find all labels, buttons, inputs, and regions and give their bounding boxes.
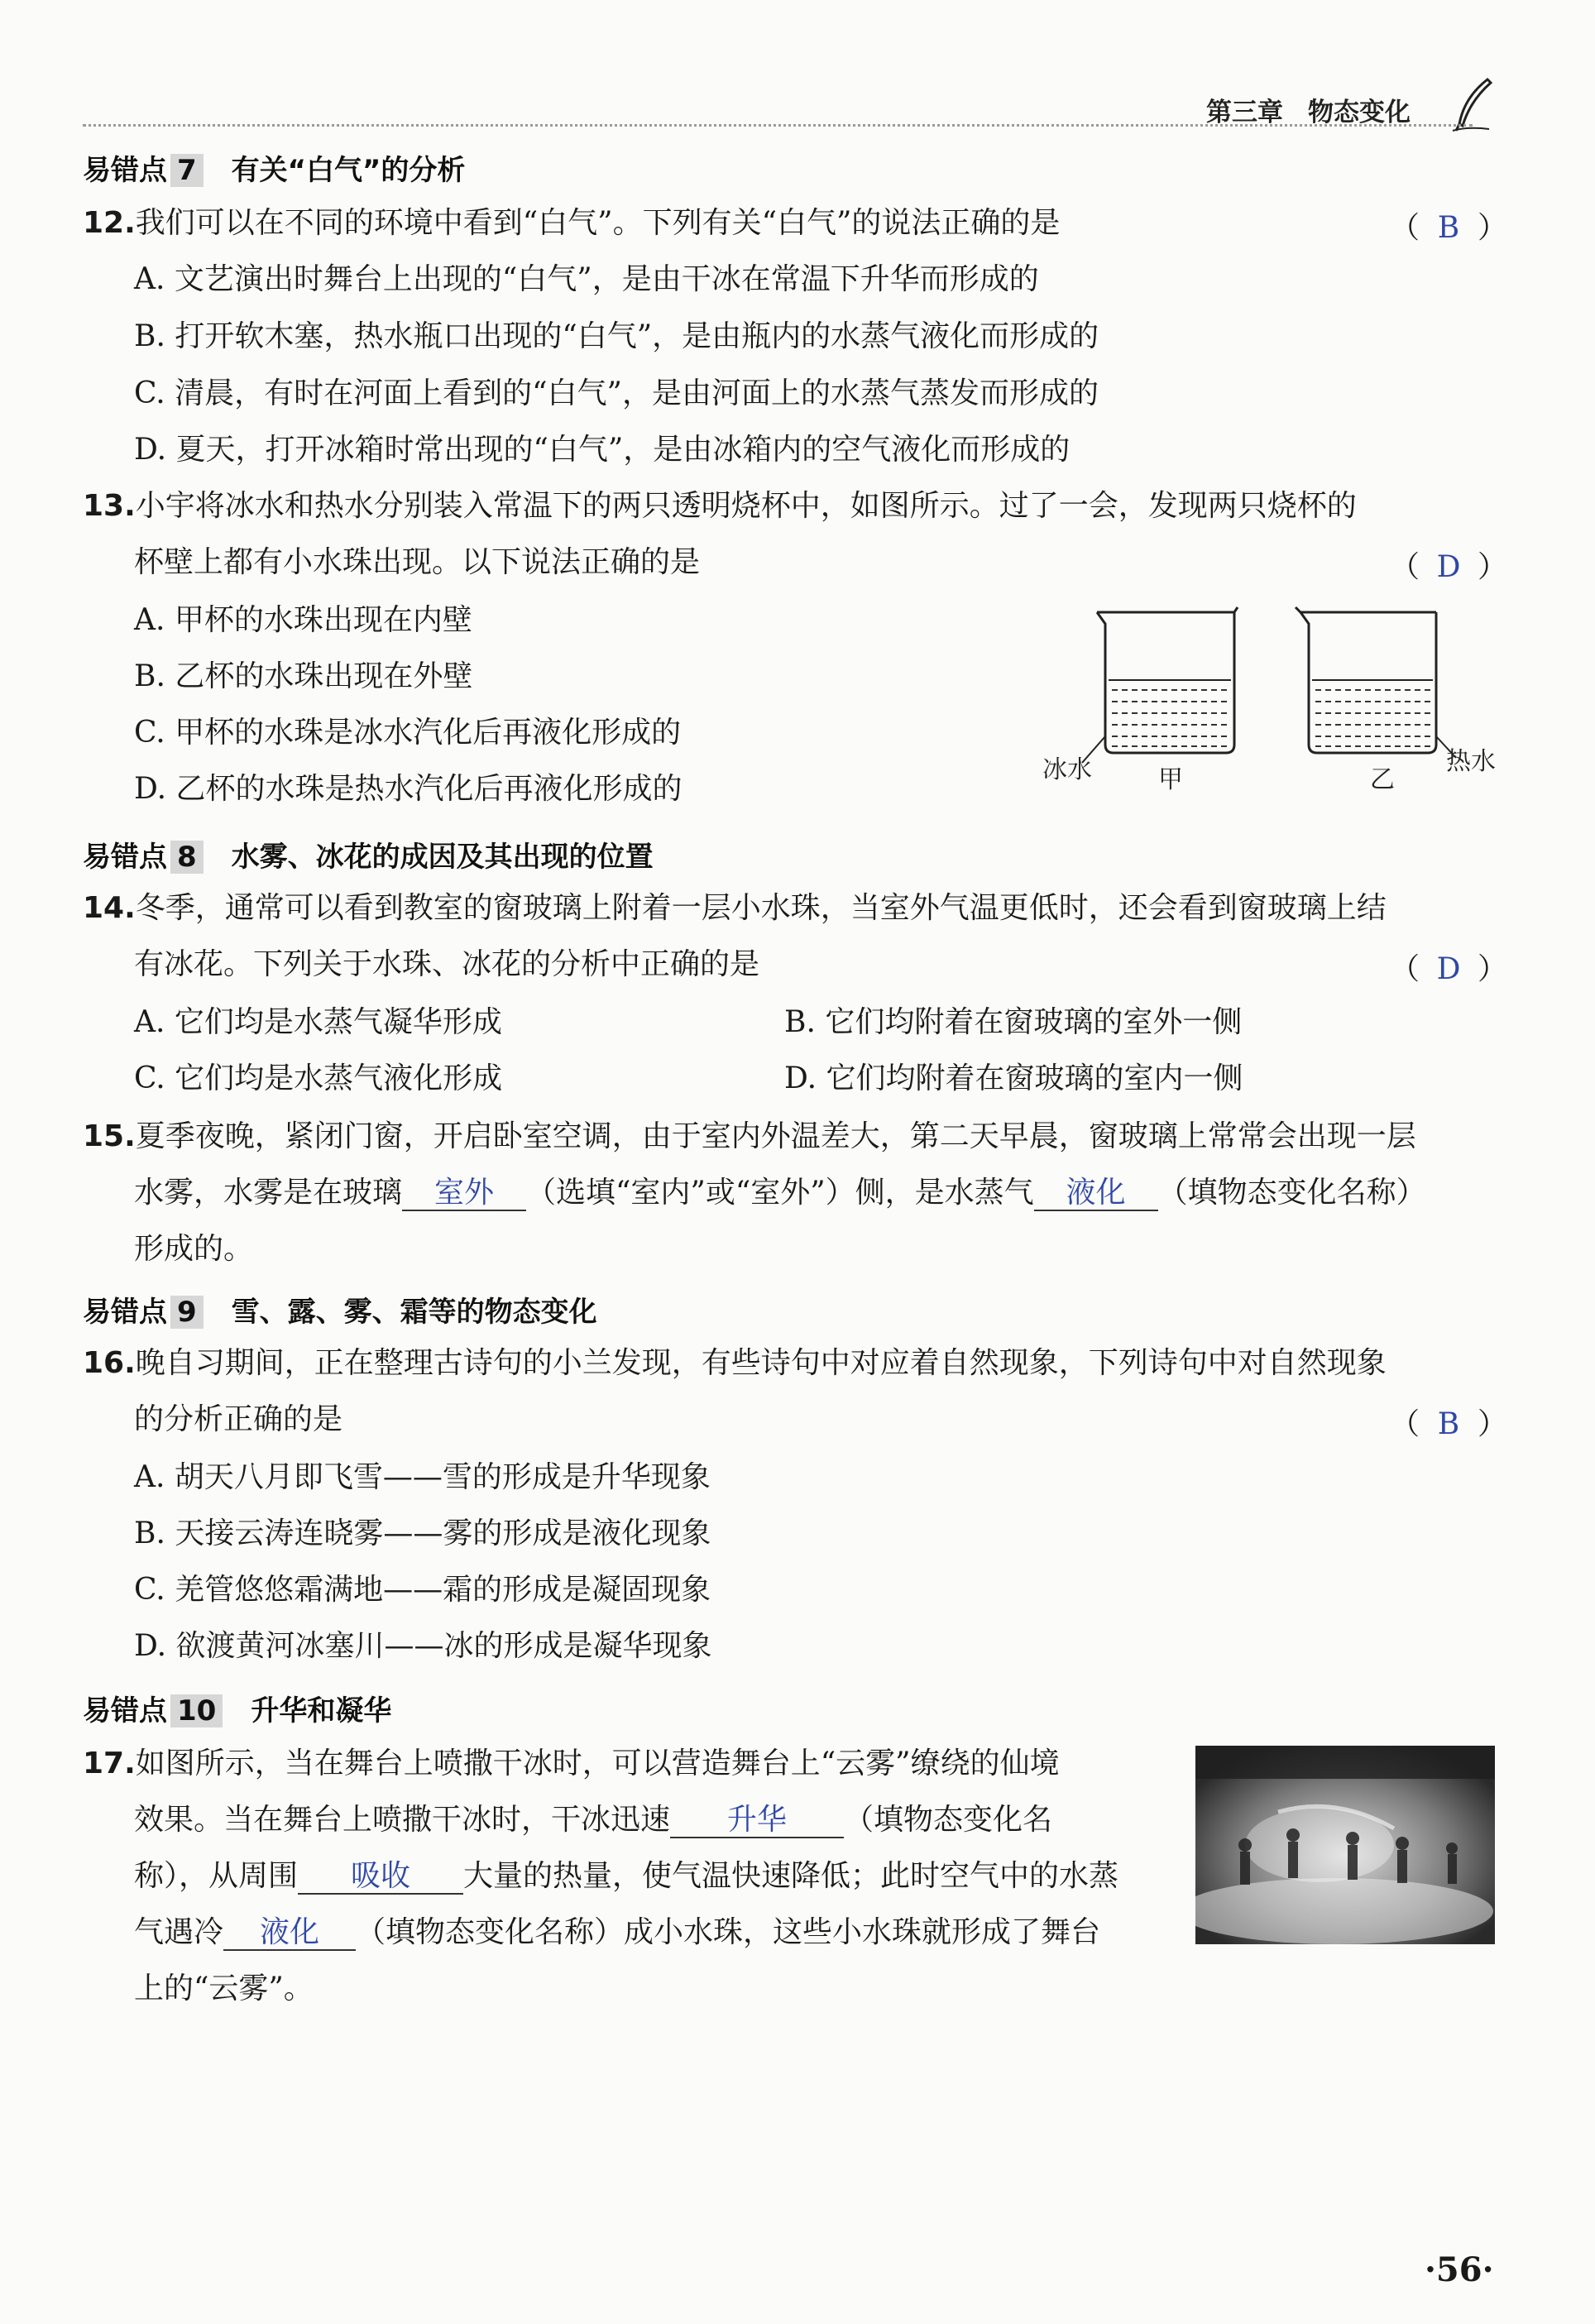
q13-stem-line1: [83, 488, 1357, 525]
q17-blank-2: 吸收: [298, 1860, 463, 1895]
q17-line2: [134, 1802, 1052, 1838]
q14-answer: （ D ）: [1390, 952, 1508, 986]
q12-answer: （ B ）: [1390, 211, 1508, 245]
q13-option-b: B. 乙杯的水珠出现在外壁: [134, 659, 473, 693]
section-number: 7: [170, 154, 204, 187]
question-text: 如图所示，当在舞台上喷撒干冰时，可以营造舞台上“云雾”缭绕的仙境: [135, 1747, 1060, 1780]
beakers-figure: [1042, 604, 1506, 803]
section-heading-10: [83, 1688, 391, 1728]
q13-option-a: A. 甲杯的水珠出现在内壁: [134, 603, 472, 637]
question-stem: 小宇将冰水和热水分别装入常温下的两只透明烧杯中，如图所示。过了一会，发现两只烧杯的: [135, 489, 1357, 523]
q12-stem: [83, 205, 1060, 242]
question-text: 夏季夜晚，紧闭门窗，开启卧室空调，由于室内外温差大，第二天早晨，窗玻璃上常常会出现一层: [135, 1119, 1416, 1153]
q17-blank-3: 液化: [223, 1916, 356, 1951]
q12-option-a: A. 文艺演出时舞台上出现的“白气”，是由干冰在常温下升华而形成的: [134, 262, 1039, 296]
label-hot-water: 热水: [1446, 747, 1496, 776]
question-stem: 冬季，通常可以看到教室的窗玻璃上附着一层小水珠，当室外气温更低时，还会看到窗玻璃上结: [135, 891, 1387, 925]
q14-option-a: A. 它们均是水蒸气凝华形成: [134, 1005, 502, 1039]
section-number: 10: [170, 1694, 223, 1727]
answer-value: D: [1436, 550, 1461, 584]
q16-option-a: A. 胡天八月即飞雪——雪的形成是升华现象: [134, 1460, 711, 1494]
q16-stem-line1: [83, 1345, 1387, 1382]
q17-line3: [134, 1858, 1118, 1895]
q16-answer: （ B ）: [1390, 1407, 1508, 1441]
q14-stem-line1: [83, 890, 1387, 927]
q12-option-b: B. 打开软木塞，热水瓶口出现的“白气”，是由瓶内的水蒸气液化而形成的: [134, 319, 1099, 353]
header-divider: [83, 124, 1473, 127]
q13-option-d: D. 乙杯的水珠是热水汽化后再液化形成的: [134, 772, 683, 806]
q15-line3: 形成的。: [134, 1232, 254, 1266]
question-number: 17.: [83, 1747, 136, 1780]
q16-option-c: C. 羌管悠悠霜满地——霜的形成是凝固现象: [134, 1573, 711, 1607]
chapter-header: [1206, 91, 1411, 128]
text-segment: 大量的热量，使气温快速降低；此时空气中的水蒸: [463, 1859, 1119, 1893]
section-number: 8: [170, 841, 204, 874]
question-number: 12.: [83, 206, 136, 240]
q12-option-d: D. 夏天，打开冰箱时常出现的“白气”，是由冰箱内的空气液化而形成的: [134, 433, 1071, 467]
q14-option-c: C. 它们均是水蒸气液化形成: [134, 1061, 503, 1095]
q15-line2: [134, 1175, 1426, 1211]
text-segment: （选填“室内”或“室外”）侧，是水蒸气: [526, 1176, 1034, 1210]
section-label: 易错点: [83, 154, 167, 187]
answer-value: B: [1437, 211, 1460, 245]
text-segment: 气遇冷: [134, 1915, 224, 1949]
q14-option-d: D. 它们均附着在窗玻璃的室内一侧: [784, 1061, 1243, 1095]
section-title: 雪、露、雾、霜等的物态变化: [231, 1296, 597, 1329]
q16-option-b: B. 天接云涛连晓雾——雾的形成是液化现象: [134, 1517, 711, 1550]
section-heading-7: [83, 147, 465, 188]
question-number: 16.: [83, 1346, 136, 1380]
q14-stem-line2: 有冰花。下列关于水珠、冰花的分析中正确的是: [134, 947, 760, 981]
label-ice-water: 冰水: [1042, 755, 1092, 784]
q17-blank-1: 升华: [670, 1804, 844, 1838]
q14-option-b: B. 它们均附着在窗玻璃的室外一侧: [784, 1005, 1243, 1039]
question-stem: 晚自习期间，正在整理古诗句的小兰发现，有些诗句中对应着自然现象，下列诗句中对自然现象: [135, 1346, 1387, 1380]
q17-line4: [134, 1914, 1100, 1951]
q17-line1: [83, 1746, 1060, 1782]
section-label: 易错点: [83, 841, 167, 874]
text-segment: （填物态变化名称）成小水珠，这些小水珠就形成了舞台: [356, 1915, 1101, 1949]
q15-blank-2: 液化: [1034, 1176, 1158, 1211]
section-label: 易错点: [83, 1296, 167, 1329]
q15-line1: [83, 1119, 1416, 1155]
text-segment: 称），从周围: [134, 1859, 299, 1893]
q16-stem-line2: 的分析正确的是: [134, 1402, 343, 1436]
q16-option-d: D. 欲渡黄河冰塞川——冰的形成是凝华现象: [134, 1629, 712, 1663]
answer-value: B: [1437, 1407, 1460, 1441]
text-segment: 效果。当在舞台上喷撒干冰时，干冰迅速: [134, 1803, 671, 1837]
chapter-title: 物态变化: [1308, 98, 1411, 127]
question-stem: 我们可以在不同的环境中看到“白气”。下列有关“白气”的说法正确的是: [135, 206, 1061, 240]
section-title: 水雾、冰花的成因及其出现的位置: [231, 841, 654, 874]
q13-option-c: C. 甲杯的水珠是冰水汽化后再液化形成的: [134, 716, 682, 750]
section-title: 升华和凝华: [251, 1694, 392, 1727]
q15-blank-1: 室外: [402, 1176, 526, 1211]
question-number: 13.: [83, 489, 136, 523]
q17-line5: 上的“云雾”。: [134, 1972, 314, 2005]
q12-option-c: C. 清晨，有时在河面上看到的“白气”，是由河面上的水蒸气蒸发而形成的: [134, 376, 1099, 410]
text-segment: （填物态变化名称）: [1157, 1176, 1426, 1210]
section-heading-8: [83, 834, 654, 874]
label-jia: 甲: [1158, 765, 1183, 794]
question-number: 15.: [83, 1119, 136, 1153]
text-segment: （填物态变化名: [844, 1803, 1053, 1837]
label-yi: 乙: [1370, 765, 1395, 794]
section-heading-9: [83, 1289, 597, 1330]
question-number: 14.: [83, 891, 136, 925]
section-title: 有关“白气”的分析: [231, 154, 466, 187]
section-number: 9: [170, 1296, 204, 1329]
beaker-left: [1082, 607, 1238, 763]
chapter-number: 第三章: [1206, 98, 1283, 127]
page-number: ·56·: [1425, 2250, 1494, 2289]
answer-value: D: [1436, 952, 1461, 986]
q13-answer: （ D ）: [1390, 550, 1508, 584]
q13-stem-line2: 杯壁上都有小水珠出现。以下说法正确的是: [134, 545, 701, 579]
beaker-right: [1296, 607, 1456, 758]
stage-dry-ice-photo: [1195, 1746, 1495, 1944]
section-label: 易错点: [83, 1694, 167, 1727]
text-segment: 水雾，水雾是在玻璃: [134, 1176, 403, 1210]
